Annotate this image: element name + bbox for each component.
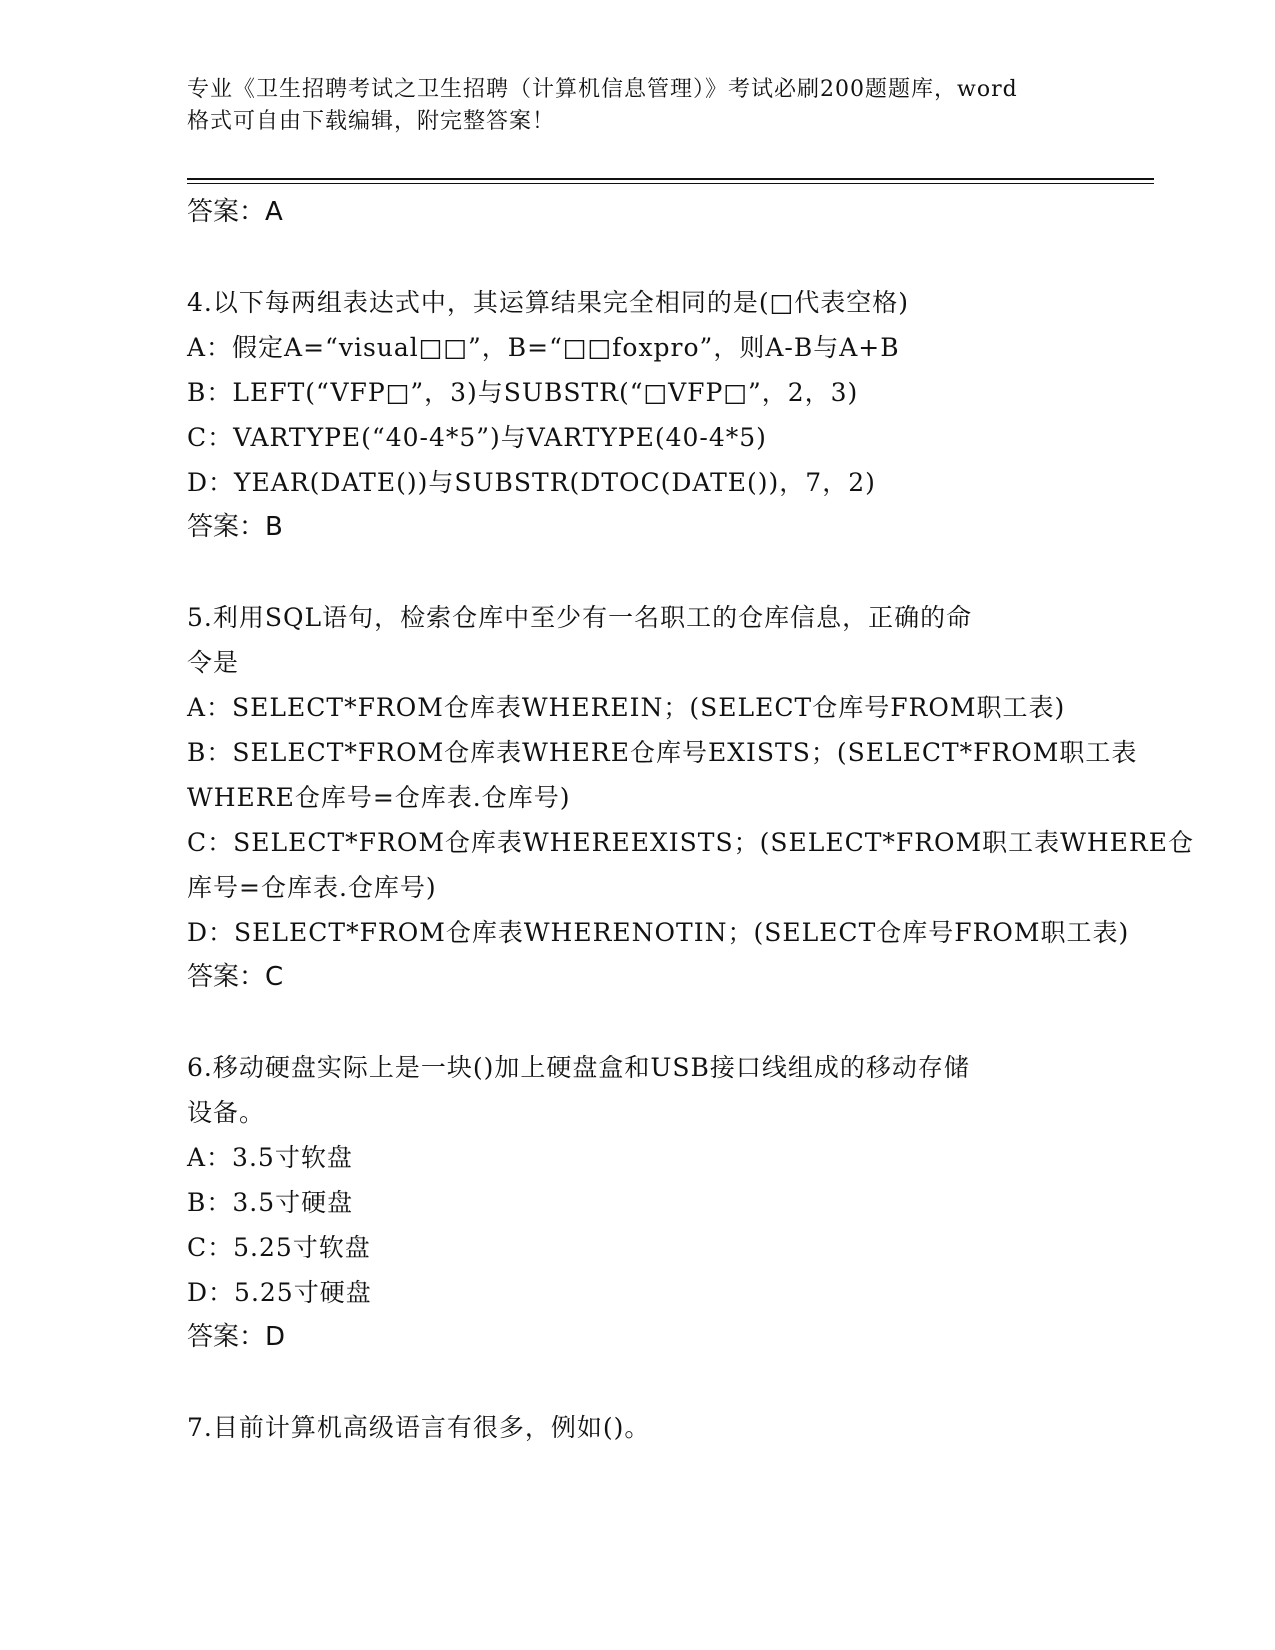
question-list xyxy=(187,190,1194,1450)
option-a: A：3.5寸软盘 xyxy=(187,1143,353,1172)
question-text-continued: 设备。 xyxy=(187,1098,266,1127)
option-b: B：SELECT*FROM仓库表WHERE仓库号EXISTS；(SELECT*FROM职工表 xyxy=(187,738,1138,767)
option-a: A：SELECT*FROM仓库表WHEREIN；(SELECT仓库号FROM职工表) xyxy=(187,693,1066,722)
option-a: A：假定A=“visual□□”，B=“□□foxpro”，则A-B与A+B xyxy=(187,333,900,362)
option-d: D：SELECT*FROM仓库表WHERENOTIN；(SELECT仓库号FROM职工表) xyxy=(187,918,1130,947)
option-c: C：VARTYPE(“40-4*5”)与VARTYPE(40-4*5) xyxy=(187,423,767,452)
option-b: B：LEFT(“VFP□”，3)与SUBSTR(“□VFP□”，2，3) xyxy=(187,378,859,407)
option-b: B：3.5寸硬盘 xyxy=(187,1188,354,1217)
header-title-line-1: 专业《卫生招聘考试之卫生招聘（计算机信息管理）》考试必刷200题题库，word xyxy=(187,77,1018,102)
answer-line: 答案：B xyxy=(187,512,283,542)
question-text: 5.利用SQL语句，检索仓库中至少有一名职工的仓库信息，正确的命 xyxy=(187,603,973,632)
answer-line: 答案：A xyxy=(187,197,283,227)
option-c-continued: 库号=仓库表.仓库号) xyxy=(187,873,437,902)
question-text-continued: 令是 xyxy=(187,648,240,677)
option-d: D：YEAR(DATE())与SUBSTR(DTOC(DATE())，7，2) xyxy=(187,468,876,497)
header-divider-thin xyxy=(187,183,1154,184)
question-item xyxy=(187,595,1194,1000)
question-text: 7.目前计算机高级语言有很多，例如()。 xyxy=(187,1413,651,1442)
question-text: 6.移动硬盘实际上是一块()加上硬盘盒和USB接口线组成的移动存储 xyxy=(187,1053,970,1082)
option-d: D：5.25寸硬盘 xyxy=(187,1278,372,1307)
answer-line: 答案：C xyxy=(187,962,284,992)
header-divider xyxy=(187,178,1154,180)
question-item xyxy=(187,1045,1087,1360)
option-c: C：5.25寸软盘 xyxy=(187,1233,371,1262)
question-item xyxy=(187,1405,1087,1450)
question-item xyxy=(187,280,1087,550)
document-header xyxy=(187,74,1087,138)
answer-line: 答案：D xyxy=(187,1322,286,1352)
option-c: C：SELECT*FROM仓库表WHEREEXISTS；(SELECT*FROM职工表WHERE仓 xyxy=(187,828,1194,857)
question-text: 4.以下每两组表达式中，其运算结果完全相同的是(□代表空格) xyxy=(187,288,909,317)
header-title-line-2: 格式可自由下载编辑，附完整答案！ xyxy=(187,109,556,134)
option-b-continued: WHERE仓库号=仓库表.仓库号) xyxy=(187,783,571,812)
